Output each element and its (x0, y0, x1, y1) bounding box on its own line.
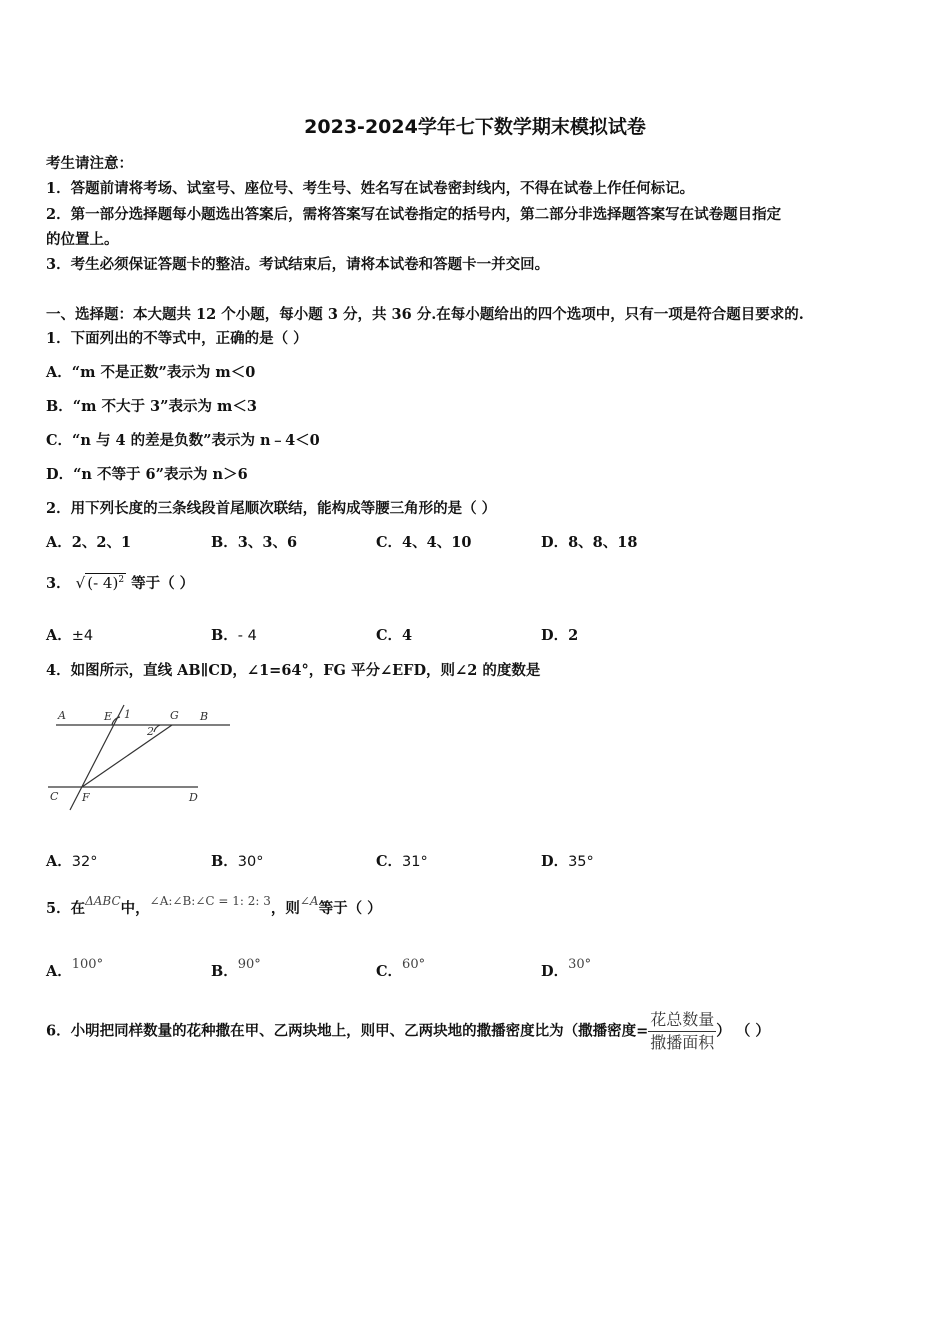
q5-text: 5．在 (46, 900, 86, 917)
question-4-option-c (376, 850, 428, 871)
label-b: B (200, 710, 209, 723)
sqrt-expression: √ (- 4)$^2$ (75, 574, 125, 592)
option-letter: C． (376, 627, 403, 644)
question-3-option-b (211, 624, 257, 645)
option-value: 32° (71, 854, 98, 870)
angle-2-arc (154, 725, 160, 732)
label-a: A (58, 709, 66, 722)
question-5-option-b (211, 957, 261, 981)
option-letter: A． (46, 534, 72, 551)
question-2-option-d (541, 531, 637, 552)
line-ef (70, 705, 124, 810)
question-3-option-c (376, 624, 412, 645)
option-letter: A． (46, 963, 72, 980)
option-value: 3、3、6 (237, 534, 298, 551)
question-3-option-d (541, 624, 578, 645)
option-value: ±4 (71, 628, 94, 644)
fraction-numerator: 花总数量 (648, 1009, 716, 1032)
exponent: 2 (118, 575, 125, 585)
notice-heading: 考生请注意： (46, 155, 133, 172)
radicand: (- 4) (87, 574, 119, 592)
q5-text: 等于（ ） (318, 900, 382, 917)
question-2-option-c (376, 531, 471, 552)
option-value: 90° (237, 957, 261, 972)
option-value: - 4 (237, 628, 257, 644)
option-value: 4 (402, 627, 413, 644)
notice-item: 2．第一部分选择题每小题选出答案后，需将答案写在试卷指定的括号内，第二部分非选择题答案写在试卷题目指定 (46, 206, 782, 223)
option-value: 31° (402, 854, 428, 870)
question-1-option-b: B．“m 不大于 3”表示为 m＜3 (46, 398, 257, 415)
label-e: E (104, 710, 113, 723)
question-5-option-c (376, 957, 426, 981)
option-value: 2 (568, 627, 579, 644)
option-letter: C． (376, 534, 403, 551)
question-5-option-d (541, 957, 592, 981)
option-letter: B． (211, 534, 238, 551)
notice-item: 1．答题前请将考场、试室号、座位号、考生号、姓名写在试卷密封线内，不得在试卷上作任何标记。 (46, 180, 695, 197)
option-letter: B． (211, 853, 238, 870)
option-value: 2、2、1 (71, 534, 132, 551)
label-1: 1 (124, 708, 131, 721)
option-value: 35° (568, 854, 594, 870)
triangle-abc: ΔABC (85, 894, 121, 908)
option-letter: D． (541, 853, 569, 870)
option-letter: D． (541, 534, 569, 551)
density-fraction (648, 1009, 716, 1054)
question-4-stem: 4．如图所示，直线 AB∥CD，∠1=64°，FG 平分∠EFD，则∠2 的度数是 (46, 662, 541, 679)
option-letter: D． (541, 963, 569, 980)
option-value: 30° (237, 854, 264, 870)
q6-text: 6．小明把同样数量的花种撒在甲、乙两块地上，则甲、乙两块地的撒播密度比为（撒播密度= (46, 1022, 649, 1040)
option-letter: C． (376, 963, 403, 980)
option-letter: B． (211, 627, 238, 644)
question-4-option-b (211, 850, 263, 871)
angle-ratio: ∠A:∠B:∠C = 1: 2: 3 (149, 894, 271, 908)
question-4-option-a (46, 850, 97, 871)
label-f: F (82, 791, 90, 804)
question-1-option-a: A．“m 不是正数”表示为 m＜0 (46, 364, 256, 381)
question-5-option-a (46, 957, 104, 981)
parallel-lines-figure (44, 700, 230, 812)
q5-text: ，则 (270, 900, 300, 917)
option-value: 100° (71, 957, 104, 972)
angle-a: ∠A (299, 894, 319, 908)
option-value: 30° (568, 957, 592, 972)
label-c: C (50, 790, 59, 803)
question-2-stem: 2．用下列长度的三条线段首尾顺次联结，能构成等腰三角形的是（ ） (46, 500, 497, 517)
option-value: 8、8、18 (568, 534, 638, 551)
notice-item: 3．考生必须保证答题卡的整洁。考试结束后，请将本试卷和答题卡一并交回。 (46, 256, 550, 273)
q5-text: 中， (120, 900, 150, 917)
option-letter: C． (376, 853, 403, 870)
question-number: 3． (46, 575, 71, 592)
option-letter: B． (211, 963, 238, 980)
question-2-option-b (211, 531, 297, 552)
option-value: 60° (402, 957, 426, 972)
fraction-denominator: 撒播面积 (650, 1033, 715, 1052)
question-6-stem (46, 1009, 770, 1054)
question-2-option-a (46, 531, 131, 552)
question-tail: 等于（ ） (131, 575, 195, 592)
question-3-stem (46, 572, 194, 593)
option-value: 4、4、10 (402, 534, 472, 551)
question-4-option-d (541, 850, 594, 871)
question-1-stem: 1．下面列出的不等式中，正确的是（ ） (46, 330, 308, 347)
section-heading: 一、选择题：本大题共 12 个小题，每小题 3 分，共 36 分.在每小题给出的四个选项中，只有一项是符合题目要求的. (46, 306, 804, 323)
label-2: 2 (147, 725, 154, 738)
label-d: D (189, 791, 198, 804)
question-1-option-d: D．“n 不等于 6”表示为 n＞6 (46, 466, 248, 483)
line-fg (82, 725, 172, 787)
option-letter: A． (46, 853, 72, 870)
notice-item: 的位置上。 (46, 231, 119, 248)
question-5-stem (46, 894, 382, 918)
option-letter: D． (541, 627, 569, 644)
q6-tail: ） （ ） (716, 1022, 770, 1040)
question-1-option-c: C．“n 与 4 的差是负数”表示为 n﹣4＜0 (46, 432, 320, 449)
option-letter: A． (46, 627, 72, 644)
page-title: 2023-2024学年七下数学期末模拟试卷 (304, 116, 646, 138)
label-g: G (170, 709, 179, 722)
question-3-option-a (46, 624, 93, 645)
